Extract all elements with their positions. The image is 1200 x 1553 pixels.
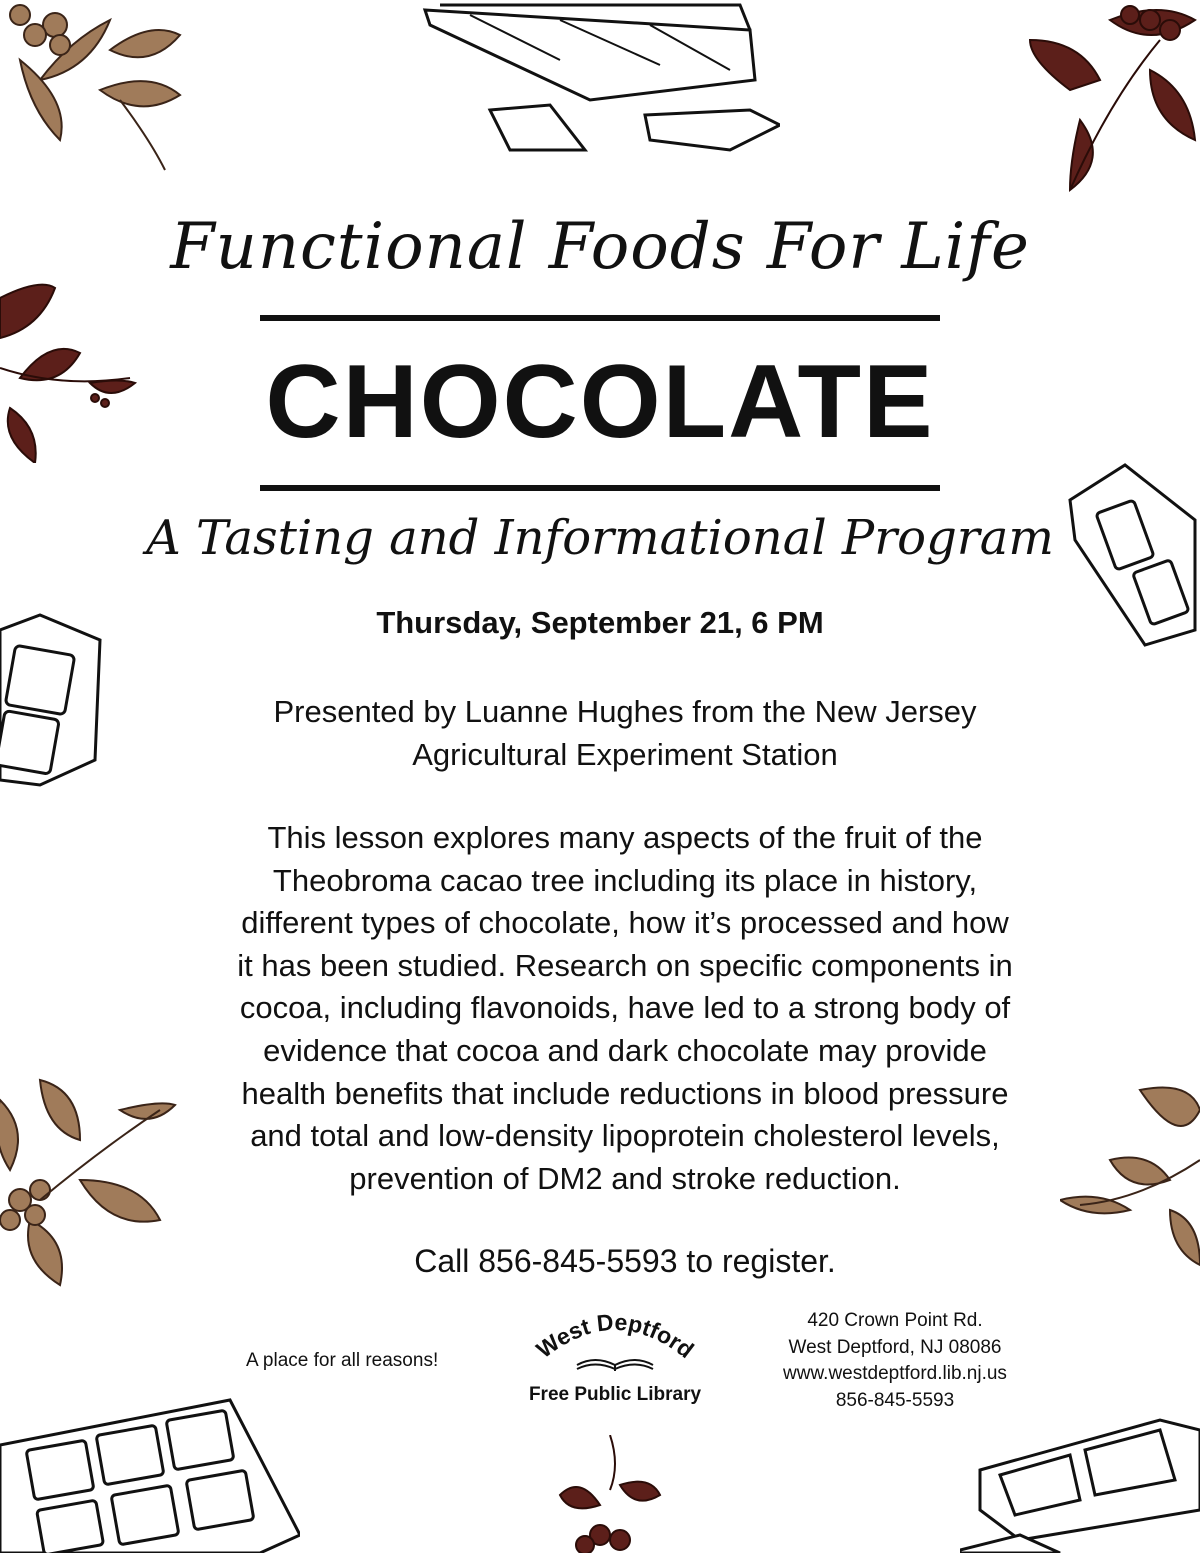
library-tagline: A place for all reasons! bbox=[246, 1350, 439, 1371]
program-subtitle: A Tasting and Informational Program bbox=[146, 510, 1054, 566]
logo-bottom-text: Free Public Library bbox=[528, 1384, 702, 1405]
description-line: health benefits that include reductions in blood pressure bbox=[241, 1075, 1009, 1111]
event-date: Thursday, September 21, 6 PM bbox=[376, 605, 824, 640]
open-book-icon bbox=[577, 1360, 653, 1371]
presenter-line: Presented by Luanne Hughes from the New Jersey bbox=[273, 694, 977, 729]
presenter-line: Agricultural Experiment Station bbox=[412, 737, 838, 772]
program-series-title: Functional Foods For Life bbox=[170, 210, 1030, 284]
website-link[interactable]: www.westdeptford.lib.nj.us bbox=[783, 1363, 1007, 1384]
program-description bbox=[180, 817, 1070, 1200]
library-logo bbox=[515, 1305, 715, 1410]
divider-top bbox=[260, 315, 940, 321]
coffee-branch-icon bbox=[1060, 1080, 1200, 1270]
chocolate-bar-icon bbox=[0, 1395, 300, 1553]
library-contact-info bbox=[760, 1308, 1030, 1414]
chocolate-bar-icon bbox=[960, 1410, 1200, 1553]
address-line: 420 Crown Point Rd. bbox=[807, 1310, 983, 1331]
phone-number: 856-845-5593 bbox=[835, 1389, 955, 1411]
address-line: West Deptford, NJ 08086 bbox=[788, 1336, 1002, 1358]
presenter-info bbox=[200, 690, 1050, 776]
coffee-branch-icon bbox=[550, 1435, 670, 1553]
description-line: and total and low-density lipoprotein cholesterol levels, bbox=[250, 1118, 1000, 1154]
description-line: This lesson explores many aspects of the fruit of the bbox=[267, 820, 983, 855]
divider-bottom bbox=[260, 485, 940, 491]
description-line: different types of chocolate, how it’s processed and how bbox=[241, 905, 1009, 941]
page-title: CHOCOLATE bbox=[265, 344, 935, 460]
description-line: Theobroma cacao tree including its place in history, bbox=[272, 862, 978, 898]
coffee-branch-icon bbox=[1010, 0, 1200, 200]
chocolate-bar-icon bbox=[410, 0, 780, 165]
logo-top-text: West Deptford bbox=[531, 1308, 699, 1364]
coffee-branch-icon bbox=[0, 0, 200, 180]
description-line: it has been studied. Research on specific components in bbox=[237, 947, 1013, 983]
description-line: evidence that cocoa and dark chocolate may provide bbox=[263, 1032, 987, 1068]
description-line: prevention of DM2 and stroke reduction. bbox=[349, 1160, 901, 1196]
description-line: cocoa, including flavonoids, have led to a strong body of bbox=[239, 990, 1011, 1026]
register-call-to-action: Call 856-845-5593 to register. bbox=[414, 1243, 836, 1279]
